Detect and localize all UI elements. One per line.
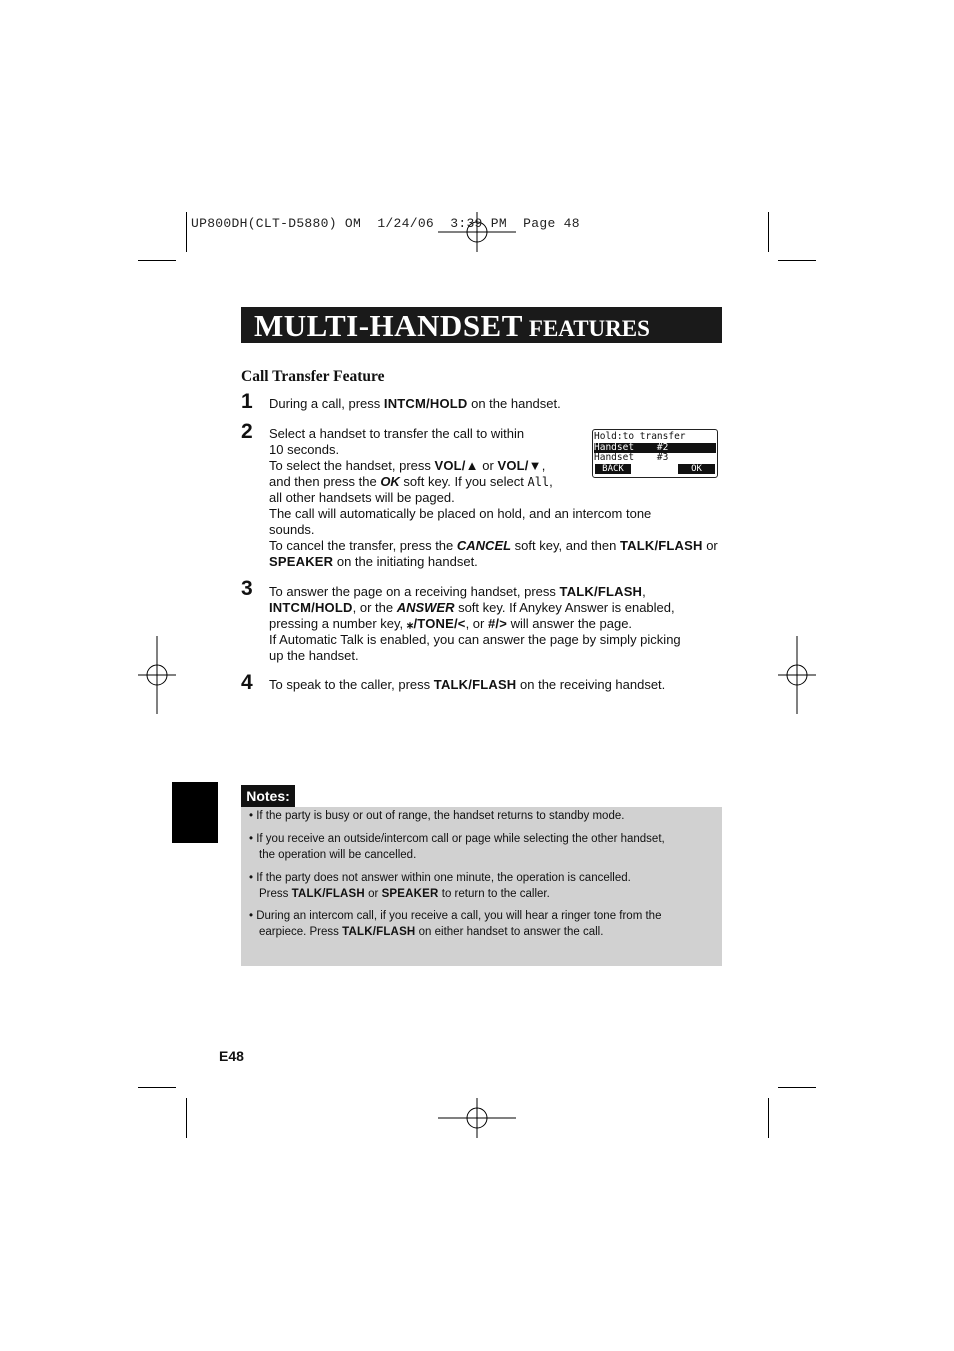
note-item: • If the party does not answer within one minute, the operation is cancelled. [249,872,631,884]
step-number: 2 [241,420,253,443]
step-2-line: To cancel the transfer, press the CANCEL soft key, and then TALK/FLASH or [269,538,718,553]
crop-mark [138,260,176,261]
page-number: E48 [219,1048,244,1064]
step-2-line: all other handsets will be paged. [269,490,455,505]
step-number: 4 [241,671,253,694]
step-3-line: pressing a number key, ⁎/TONE/<, or #/> will answer the page. [269,616,633,631]
crop-mark [768,212,769,252]
crop-mark [778,1087,816,1088]
step-3-line: INTCM/HOLD, or the ANSWER soft key. If Anykey Answer is enabled, [269,600,675,615]
step-3-line: If Automatic Talk is enabled, you can answer the page by simply picking [269,632,681,647]
note-item: • If the party is busy or out of range, the handset returns to standby mode. [249,810,625,822]
crop-mark [778,260,816,261]
step-3-line: To answer the page on a receiving handset, press TALK/FLASH, [269,584,646,599]
step-2-line: sounds. [269,522,315,537]
crop-mark [138,1087,176,1088]
lcd-row-selected: Handset #2 [594,443,716,453]
page-title [254,307,650,351]
step-number: 3 [241,577,253,600]
registration-mark-bottom [438,1098,516,1138]
step-2-line: The call will automatically be placed on hold, and an intercom tone [269,506,652,521]
note-item-continued: the operation will be cancelled. [259,849,417,861]
handset-lcd-display [592,429,718,478]
note-item: • During an intercom call, if you receive a call, you will hear a ringer tone from the [249,910,662,922]
note-item: • If you receive an outside/intercom call or page while selecting the other handset, [249,833,665,845]
step-2-line: To select the handset, press VOL/▲ or VOL/▼, [269,458,546,473]
step-1-text: During a call, press INTCM/HOLD on the handset. [269,396,561,411]
step-number: 1 [241,390,253,413]
crop-mark [186,1098,187,1138]
lcd-ok-softkey: OK [678,464,715,474]
step-4-text: To speak to the caller, press TALK/FLASH on the receiving handset. [269,677,666,692]
lcd-row: Hold:to transfer [594,431,686,442]
section-heading: Call Transfer Feature [241,368,385,385]
chapter-tab [172,782,218,843]
notes-label: Notes: [241,785,295,807]
step-3-line: up the handset. [269,648,359,663]
lcd-row: Handset #3 [594,452,669,463]
title-main: MULTI-HANDSET [254,308,523,343]
lcd-back-softkey: BACK [595,464,631,474]
registration-mark-right [778,636,816,714]
step-2-line: 10 seconds. [269,442,340,457]
crop-mark [186,212,187,252]
step-2-line: SPEAKER on the initiating handset. [269,554,478,569]
registration-mark-left [138,636,176,714]
title-sub: FEATURES [528,316,650,341]
step-2-line: Select a handset to transfer the call to within [269,426,525,441]
crop-mark [768,1098,769,1138]
print-header: UP800DH(CLT-D5880) OM 1/24/06 3:39 PM Page 48 [191,216,580,231]
step-2-line: and then press the OK soft key. If you select All, [269,474,553,489]
note-item-continued: earpiece. Press TALK/FLASH on either handset to answer the call. [259,926,604,938]
note-item-continued: Press TALK/FLASH or SPEAKER to return to the caller. [259,888,550,900]
title-bar [241,307,722,343]
